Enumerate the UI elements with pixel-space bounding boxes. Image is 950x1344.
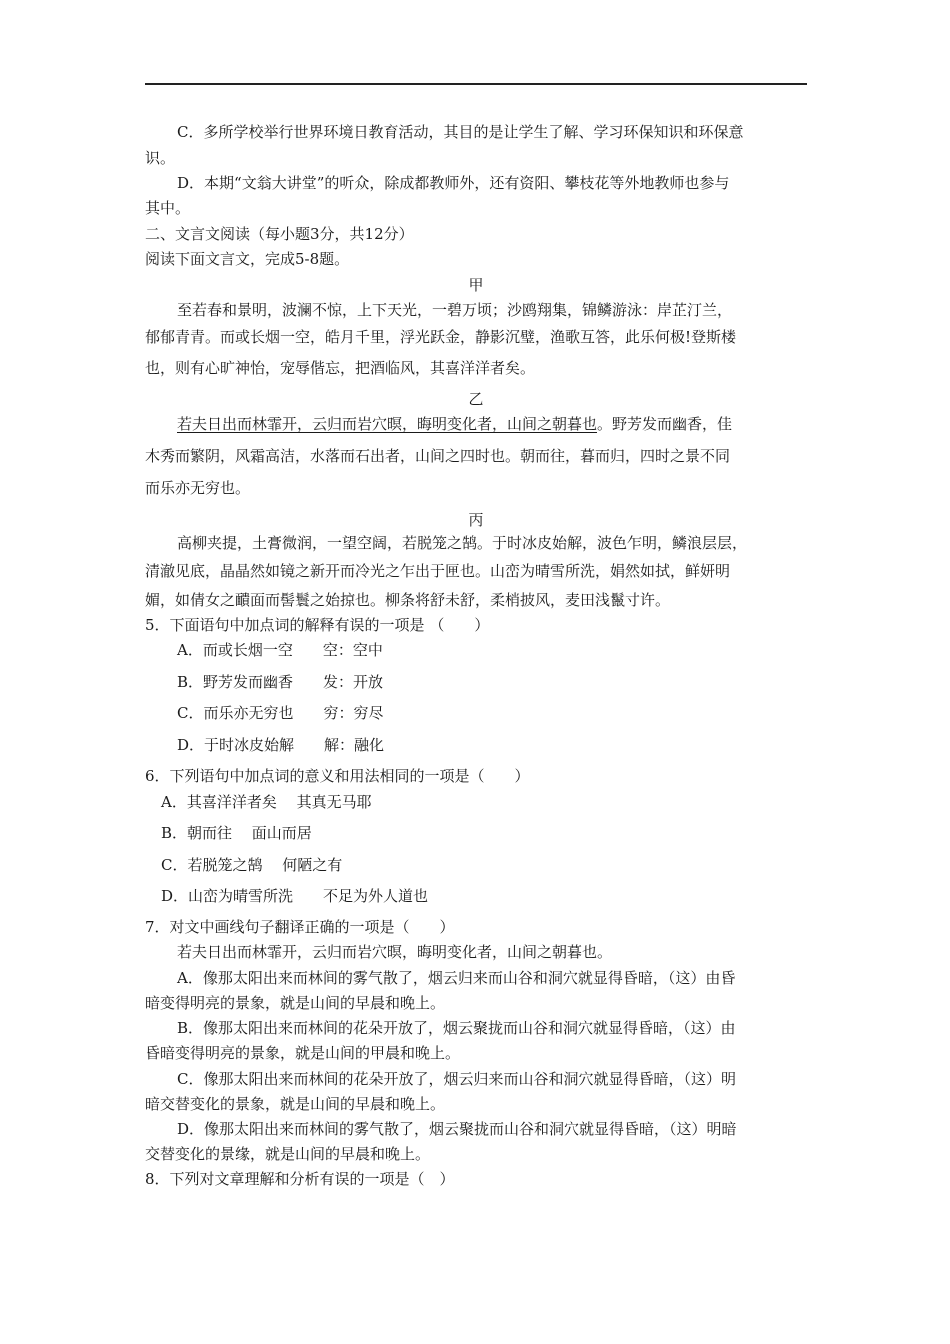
question-6: 6．下列语句中加点词的意义和用法相同的一项是（ ） (145, 767, 530, 785)
question-5-option-b: B．野芳发而幽香 发：开放 (177, 673, 384, 691)
question-8: 8．下列对文章理解和分析有误的一项是（ ） (145, 1170, 455, 1188)
question-6-option-a: A．其喜洋洋者矣 其真无马耶 (161, 793, 372, 811)
reading-instruction: 阅读下面文言文，完成5-8题。 (145, 250, 350, 268)
option-c-line-2: 识。 (145, 149, 176, 167)
question-5-option-a: A．而或长烟一空 空：空中 (177, 641, 383, 659)
passage-yi-line-3: 而乐亦无穷也。 (145, 479, 251, 497)
passage-bing-line-2: 清澈见底，晶晶然如镜之新开而冷光之乍出于匣也。山峦为晴雪所洗，娟然如拭，鲜妍明 (145, 562, 731, 580)
passage-label-bing: 丙 (468, 511, 484, 529)
question-7-sentence: 若夫日出而林霏开，云归而岩穴暝，晦明变化者，山间之朝暮也。 (177, 943, 613, 961)
passage-yi-line-1-rest: 。野芳发而幽香，佳 (597, 415, 733, 433)
header-rule (145, 83, 807, 85)
question-6-option-c: C．若脱笼之鹄 何陋之有 (161, 856, 343, 874)
question-7-option-d-line-2: 交替变化的景缘，就是山间的早晨和晚上。 (145, 1145, 431, 1163)
question-7-option-a-line-2: 暗变得明亮的景象，就是山间的早晨和晚上。 (145, 994, 446, 1012)
passage-jia-line-1: 至若春和景明，波澜不惊，上下天光，一碧万顷；沙鸥翔集，锦鳞游泳：岸芷汀兰， (177, 301, 733, 319)
question-7-option-a-line-1: A．像那太阳出来而林间的雾气散了，烟云归来而山谷和洞穴就显得昏暗，（这）由昏 (177, 969, 736, 987)
passage-label-jia: 甲 (468, 276, 484, 294)
question-7-option-b-line-1: B．像那太阳出来而林间的花朵开放了，烟云聚拢而山谷和洞穴就显得昏暗，（这）由 (177, 1019, 736, 1037)
question-5-option-c: C．而乐亦无穷也 穷：穷尽 (177, 704, 384, 722)
section-heading: 二、文言文阅读（每小题3分，共12分） (145, 225, 414, 243)
question-5-option-d: D．于时冰皮始解 解：融化 (177, 736, 385, 754)
option-d-line-2: 其中。 (145, 199, 191, 217)
question-6-option-d: D．山峦为晴雪所洗 不足为外人道也 (161, 887, 429, 905)
passage-bing-line-3: 媚，如倩女之靧面而髻鬟之始掠也。柳条将舒未舒，柔梢披风，麦田浅鬣寸许。 (145, 591, 671, 609)
question-7-option-c-line-1: C．像那太阳出来而林间的花朵开放了，烟云归来而山谷和洞穴就显得昏暗，（这）明 (177, 1070, 736, 1088)
question-7-option-c-line-2: 暗交替变化的景象，就是山间的早晨和晚上。 (145, 1095, 446, 1113)
underlined-sentence: 若夫日出而林霏开，云归而岩穴暝，晦明变化者，山间之朝暮也 (177, 415, 598, 433)
question-5: 5．下面语句中加点词的解释有误的一项是 （ ） (145, 616, 490, 634)
question-7-option-b-line-2: 昏暗变得明亮的景象，就是山间的甲晨和晚上。 (145, 1044, 461, 1062)
passage-bing-line-1: 高柳夹提，土膏微润，一望空阔，若脱笼之鹄。于时冰皮始解，波色乍明，鳞浪层层， (177, 534, 748, 552)
question-7: 7．对文中画线句子翻译正确的一项是（ ） (145, 918, 455, 936)
passage-yi-line-2: 木秀而繁阴，风霜高洁，水落而石出者，山间之四时也。朝而往，暮而归，四时之景不同 (145, 447, 731, 465)
question-7-option-d-line-1: D．像那太阳出来而林间的雾气散了，烟云聚拢而山谷和洞穴就显得昏暗，（这）明暗 (177, 1120, 737, 1138)
option-c-line-1: C．多所学校举行世界环境日教育活动，其目的是让学生了解、学习环保知识和环保意 (177, 123, 744, 141)
passage-yi-line-1 (177, 414, 732, 434)
passage-label-yi: 乙 (468, 390, 484, 408)
question-6-option-b: B．朝而往 面山而居 (161, 824, 312, 842)
option-d-line-1: D．本期“文翁大讲堂”的听众，除成都教师外，还有资阳、攀枝花等外地教师也参与 (177, 174, 730, 192)
passage-jia-line-2: 郁郁青青。而或长烟一空，皓月千里，浮光跃金，静影沉璧，渔歌互答，此乐何极!登斯楼 (145, 328, 737, 346)
passage-jia-line-3: 也，则有心旷神怡，宠辱偕忘，把酒临风，其喜洋洋者矣。 (145, 359, 536, 377)
